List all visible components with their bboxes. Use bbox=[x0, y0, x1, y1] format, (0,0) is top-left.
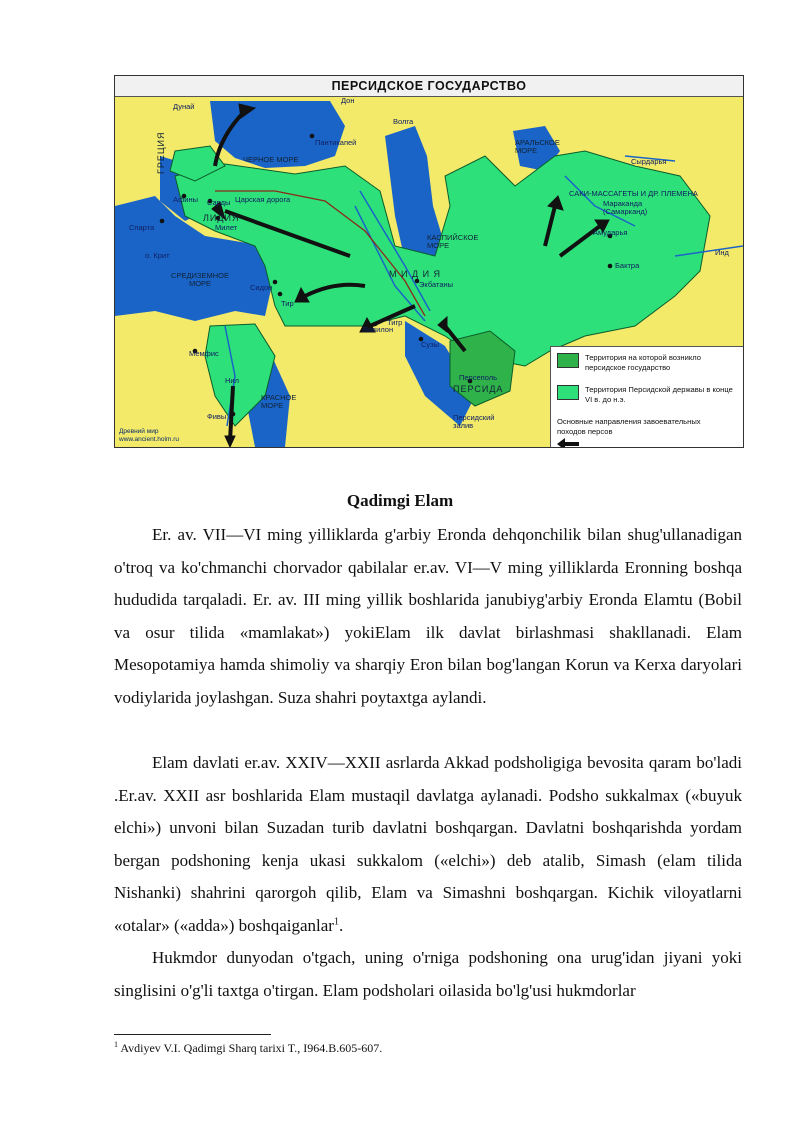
label-memphis: Мемфис bbox=[189, 349, 219, 358]
footnote-ref: 1 bbox=[333, 916, 339, 928]
paragraph-1: Er. av. VII—VI ming yilliklarda g'arbiy Eronda dehqonchilik bilan shug'ullanadigan o'troq va ko'chmanchi chorvador qabilalar er.av. VI—V ming yilliklarda Eronning boshqa hududida tarqaladi. Er. av. III ming yillik boshlarida janubiyg'arbiy Eronda Elamtu (Bobil va osur tilida «mamlakat») yokiElam ilk davlat birlashmasi shakllanadi. Elam Mesopotamiya hamda shimoliy va sharqiy Eron bilan bog'langan Korun va Kerxa daryolari vodiylarida joylashgan. Suza shahri poytaxtga aylandi. bbox=[114, 525, 742, 707]
paragraph-2-text: Elam davlati er.av. XXIV—XXII asrlarda Akkad podsholigiga bevosita qaram bo'ladi .Er.av. XXII asr boshlarida Elam mustaqil davlatga aylanadi. Podsho sukkalmax («buyuk elchi») unvoni bilan Suzadan turib davlatni boshqargan. Davlatni boshqarishda yordam bergan podshoning kenja ukasi sukkalom («elchi») deb atalib, Simash (elam tilida Nishanki) shahrini qarorgoh qilib, Elam va Simashni boshqargan. Kichik viloyatlarni «otalar» («adda») boshqaiganlar bbox=[114, 753, 742, 935]
paragraph-2-end: . bbox=[338, 915, 344, 935]
footnote-number: 1 bbox=[114, 1040, 118, 1049]
credit-line-2: www.ancient.holm.ru bbox=[119, 436, 179, 444]
legend-text-empire: Территория Персидской державы в конце VI в. до н.э. bbox=[585, 385, 733, 404]
label-persepolis: Персеполь bbox=[459, 373, 498, 382]
label-red-sea: КРАСНОЕ МОРЕ bbox=[261, 393, 297, 410]
label-sardy: Сарды bbox=[207, 198, 231, 207]
paragraph-3: Hukmdor dunyodan o'tgach, uning o'rniga podshoning ona urug'idan jiyani yoki singlisini o'g'li taxtga o'tirgan. Elam podsholari oilasida bo'lg'usi hukmdorlar bbox=[114, 948, 742, 1000]
footnote-text: Avdiyev V.I. Qadimgi Sharq tarixi T., I964.B.605-607. bbox=[118, 1041, 383, 1055]
paragraph-2 bbox=[114, 747, 742, 943]
map-title: ПЕРСИДСКОЕ ГОСУДАРСТВО bbox=[115, 76, 743, 97]
map-legend bbox=[550, 346, 744, 448]
label-baktra: Бактра bbox=[615, 261, 640, 270]
legend-text-origin: Территория на которой возникло персидское государство bbox=[585, 353, 701, 372]
label-aral-sea: АРАЛЬСКОЕ МОРЕ bbox=[515, 138, 560, 155]
label-syrdarya: Сырдарья bbox=[631, 157, 667, 166]
legend-item-empire bbox=[557, 385, 735, 405]
footnote-divider bbox=[114, 1034, 271, 1035]
legend-item-arrows bbox=[557, 417, 707, 437]
label-crete: о. Крит bbox=[145, 251, 170, 260]
label-sparta: Спарта bbox=[129, 223, 155, 232]
legend-text-arrows: Основные направления завоевательных походов персов bbox=[557, 417, 701, 436]
label-lydia: ЛИДИЯ bbox=[203, 213, 240, 223]
label-marakanda: Мараканда (Самарканд) bbox=[603, 199, 648, 216]
label-don: Дон bbox=[341, 96, 355, 105]
legend-swatch-origin bbox=[557, 353, 579, 368]
legend-swatch-empire bbox=[557, 385, 579, 400]
label-fivy: Фивы bbox=[207, 412, 227, 421]
label-media: М И Д И Я bbox=[389, 269, 442, 279]
label-ekbatany: Экбатаны bbox=[419, 280, 454, 289]
label-athens: Афины bbox=[173, 195, 198, 204]
section-heading: Qadimgi Elam bbox=[346, 491, 454, 510]
persian-empire-map bbox=[114, 75, 744, 448]
label-tigr: Тигр bbox=[387, 318, 403, 327]
label-sidon: Сидон bbox=[250, 283, 273, 292]
arrow-icon bbox=[557, 437, 579, 448]
label-caspian-sea: КАСПИЙСКОЕ МОРЕ bbox=[427, 233, 479, 250]
label-volga: Волга bbox=[393, 117, 414, 126]
label-dunay: Дунай bbox=[173, 102, 195, 111]
label-saka: САКИ-МАССАГЕТЫ И ДР. ПЛЕМЕНА bbox=[569, 189, 698, 198]
label-susy: Сузы bbox=[421, 340, 439, 349]
label-persian-gulf: Персидский залив bbox=[453, 413, 495, 430]
label-ind: Инд bbox=[715, 248, 729, 257]
label-babylon: Вавилон bbox=[363, 325, 394, 334]
label-pantikapei: Пантикапей bbox=[315, 138, 357, 147]
label-amudarya: Амударья bbox=[593, 228, 628, 237]
legend-item-origin bbox=[557, 353, 735, 373]
credit-line-1: Древний мир bbox=[119, 428, 159, 436]
label-black-sea: ЧЕРНОЕ МОРЕ bbox=[243, 155, 299, 164]
label-mediterranean-sea: СРЕДИЗЕМНОЕ МОРЕ bbox=[171, 271, 229, 288]
label-milet: Милет bbox=[215, 223, 238, 232]
footnote bbox=[114, 1041, 382, 1056]
map-credit bbox=[119, 428, 179, 444]
label-royal-road: Царская дорога bbox=[235, 195, 291, 204]
label-nil: Нил bbox=[225, 376, 239, 385]
label-tir: Тир bbox=[281, 299, 294, 308]
label-persia: ПЕРСИДА bbox=[453, 384, 504, 394]
label-greece: ГРЕЦИЯ bbox=[156, 131, 166, 174]
